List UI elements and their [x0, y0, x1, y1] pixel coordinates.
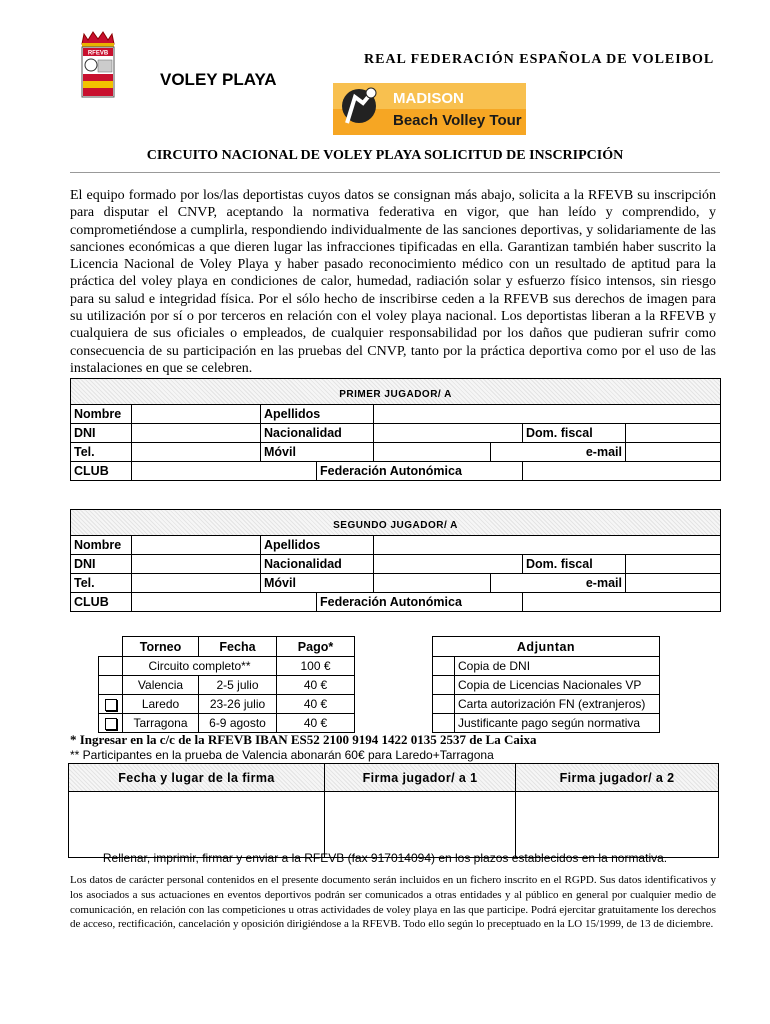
- attachments-table: [432, 636, 660, 733]
- player-1-heading: PRIMER JUGADOR/ A: [71, 379, 721, 405]
- checkbox-tarragona[interactable]: [99, 714, 123, 733]
- p2-federacion-field[interactable]: [523, 593, 721, 612]
- checkbox-attachment-justificante[interactable]: [433, 714, 455, 733]
- header-pago: Pago*: [277, 637, 355, 657]
- pago-valencia: 40 €: [277, 676, 355, 695]
- label-nombre: Nombre: [71, 405, 132, 424]
- player-2-heading: SEGUNDO JUGADOR/ A: [71, 510, 721, 536]
- label-club: CLUB: [71, 462, 132, 481]
- p2-dni-field[interactable]: [132, 555, 261, 574]
- p2-apellidos-field[interactable]: [374, 536, 721, 555]
- checkbox-attachment-licencias[interactable]: [433, 676, 455, 695]
- label-dom-fiscal: Dom. fiscal: [523, 555, 626, 574]
- checkbox-icon[interactable]: [105, 718, 117, 730]
- p2-email-field[interactable]: [626, 574, 721, 593]
- circuito-completo-price: 100 €: [277, 657, 355, 676]
- p1-email-field[interactable]: [626, 443, 721, 462]
- title-divider: [70, 172, 720, 173]
- rfevb-crest-logo: [76, 30, 120, 100]
- sponsor-logo: [333, 83, 526, 135]
- label-apellidos: Apellidos: [261, 405, 374, 424]
- label-dni: DNI: [71, 424, 132, 443]
- signature-player1-field[interactable]: [325, 792, 516, 858]
- label-federacion: Federación Autonómica: [317, 462, 523, 481]
- p1-dni-field[interactable]: [132, 424, 261, 443]
- p1-club-field[interactable]: [132, 462, 317, 481]
- label-movil: Móvil: [261, 574, 374, 593]
- p1-movil-field[interactable]: [374, 443, 491, 462]
- checkbox-icon[interactable]: [105, 699, 117, 711]
- checkbox-attachment-dni[interactable]: [433, 657, 455, 676]
- player-1-table: [70, 378, 721, 481]
- p2-movil-field[interactable]: [374, 574, 491, 593]
- sponsor-tour: Beach Volley Tour: [393, 112, 522, 129]
- label-email: e-mail: [491, 443, 626, 462]
- header-fecha: Fecha: [199, 637, 277, 657]
- p1-dom-fiscal-field[interactable]: [626, 424, 721, 443]
- label-movil: Móvil: [261, 443, 374, 462]
- participants-note: ** Participantes en la prueba de Valencia abonarán 60€ para Laredo+Tarragona: [70, 748, 494, 762]
- label-dni: DNI: [71, 555, 132, 574]
- label-nacionalidad: Nacionalidad: [261, 424, 374, 443]
- checkbox-laredo[interactable]: [99, 695, 123, 714]
- fecha-valencia: 2-5 julio: [199, 676, 277, 695]
- player-2-table: [70, 509, 721, 612]
- signature-table: [68, 763, 719, 858]
- attachment-item: Justificante pago según normativa: [455, 714, 660, 733]
- checkbox-valencia[interactable]: [99, 676, 123, 695]
- label-dom-fiscal: Dom. fiscal: [523, 424, 626, 443]
- pago-laredo: 40 €: [277, 695, 355, 714]
- label-email: e-mail: [491, 574, 626, 593]
- checkbox-circuito-completo[interactable]: [99, 657, 123, 676]
- p2-club-field[interactable]: [132, 593, 317, 612]
- label-nacionalidad: Nacionalidad: [261, 555, 374, 574]
- signature-player2-header: Firma jugador/ a 2: [516, 764, 719, 792]
- attachment-item: Copia de DNI: [455, 657, 660, 676]
- label-tel: Tel.: [71, 574, 132, 593]
- section-title: VOLEY PLAYA: [160, 70, 277, 89]
- circuito-completo-label: Circuito completo**: [123, 657, 277, 676]
- signature-player1-header: Firma jugador/ a 1: [325, 764, 516, 792]
- attachment-item: Carta autorización FN (extranjeros): [455, 695, 660, 714]
- label-federacion: Federación Autonómica: [317, 593, 523, 612]
- label-nombre: Nombre: [71, 536, 132, 555]
- signature-player2-field[interactable]: [516, 792, 719, 858]
- p1-nacionalidad-field[interactable]: [374, 424, 523, 443]
- crest-text: RFEVB: [87, 50, 109, 57]
- intro-paragraph: El equipo formado por los/las deportistas cuyos datos se consignan más abajo, solicita a la RFEVB su inscripción para disputar el CNVP, aceptando la normativa federativa en vigor, que han leído y comprendido, y comprometiéndose a cumplirla, respondiendo individualmente de las sanciones deportivas, y solidariamente de las sanciones económicas a que dieren lugar las infracciones tipificadas en ella. Garantizan también haber suscrito la Licencia Nacional de Voley Playa y haber pasado reconocimiento médico con un resultado de aptitud para la práctica del voley playa en condiciones de calor, humedad, radiación solar y esfuerzo físico intensos, sin riesgo para su salud e integridad física. Por el sólo hecho de inscribirse ceden a la RFEVB sus derechos de imagen para su utilización por sí o por terceros en relación con el voley playa nacional. Los deportistas liberan a la RFEVB y cualquiera de sus oficiales o empleados, de cualquier responsabilidad por los daños que pudieran sufrir como consecuencia de su participación en las pruebas del CNVP, tanto por la práctica deportiva como por el uso de las instalaciones en que se celebren.: [70, 188, 716, 376]
- iban-note: * Ingresar en la c/c de la RFEVB IBAN ES52 2100 9194 1422 0135 2537 de La Caixa: [70, 732, 537, 747]
- label-club: CLUB: [71, 593, 132, 612]
- tournament-payment-table: [98, 636, 355, 733]
- form-title: CIRCUITO NACIONAL DE VOLEY PLAYA SOLICITUD DE INSCRIPCIÓN: [146, 148, 624, 163]
- instructions-text: Rellenar, imprimir, firmar y enviar a la RFEVB (fax 917014094) en los plazos establecidos en la normativa.: [102, 851, 668, 865]
- torneo-valencia: Valencia: [123, 676, 199, 695]
- p2-nombre-field[interactable]: [132, 536, 261, 555]
- label-apellidos: Apellidos: [261, 536, 374, 555]
- attachment-item: Copia de Licencias Nacionales VP: [455, 676, 660, 695]
- header-torneo: Torneo: [123, 637, 199, 657]
- attachments-header: Adjuntan: [433, 637, 660, 657]
- p1-apellidos-field[interactable]: [374, 405, 721, 424]
- organization-name: REAL FEDERACIÓN ESPAÑOLA DE VOLEIBOL: [364, 52, 715, 67]
- p1-nombre-field[interactable]: [132, 405, 261, 424]
- fecha-tarragona: 6-9 agosto: [199, 714, 277, 733]
- checkbox-attachment-carta[interactable]: [433, 695, 455, 714]
- p1-federacion-field[interactable]: [523, 462, 721, 481]
- p1-tel-field[interactable]: [132, 443, 261, 462]
- signature-date-place-header: Fecha y lugar de la firma: [69, 764, 325, 792]
- fecha-laredo: 23-26 julio: [199, 695, 277, 714]
- p2-nacionalidad-field[interactable]: [374, 555, 523, 574]
- torneo-tarragona: Tarragona: [123, 714, 199, 733]
- signature-date-place-field[interactable]: [69, 792, 325, 858]
- p2-tel-field[interactable]: [132, 574, 261, 593]
- sponsor-name: MADISON: [393, 90, 464, 107]
- pago-tarragona: 40 €: [277, 714, 355, 733]
- p2-dom-fiscal-field[interactable]: [626, 555, 721, 574]
- torneo-laredo: Laredo: [123, 695, 199, 714]
- legal-notice: Los datos de carácter personal contenidos en el presente documento serán incluidos en un fichero inscrito en el RGPD. Sus datos identificativos y los asociados a sus actuaciones en eventos deportivos podrán ser comunicados a otras entidades y al público en general por cualquier medio de comunicación, en relación con las competiciones u otras actividades de voley playa en las que participe. Podrá ejercitar gratuitamente los derechos de acceso, rectificación, cancelación y oposición dirigiéndose a la RFEVB. Todo ello según lo preceptuado en la LO 15/1999, de 13 de diciembre.: [70, 874, 716, 931]
- label-tel: Tel.: [71, 443, 132, 462]
